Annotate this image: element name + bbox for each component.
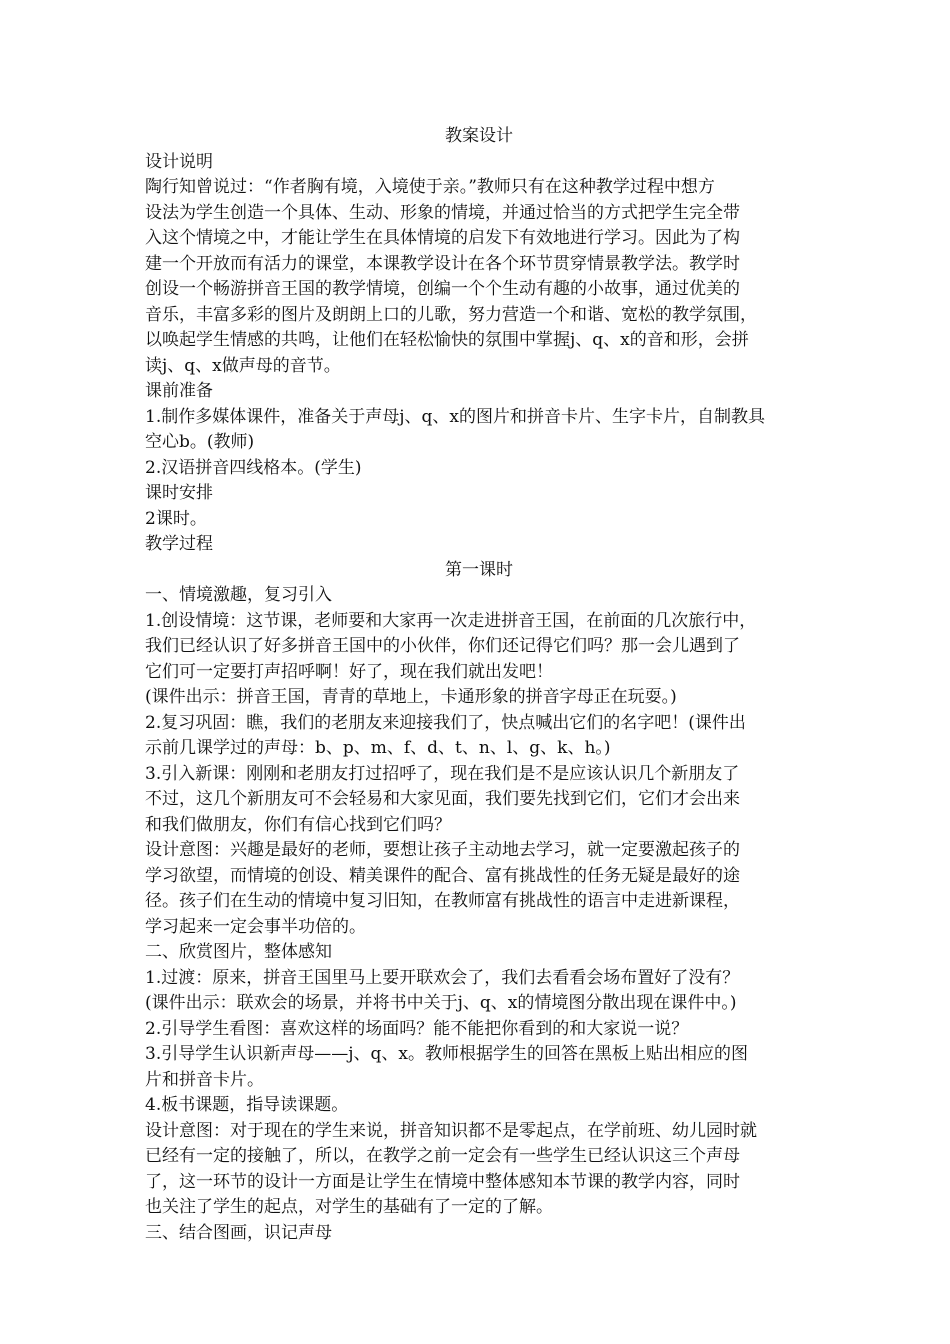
paragraph-line: 不过，这几个新朋友可不会轻易和大家见面，我们要先找到它们，它们才会出来 (145, 789, 740, 809)
section-heading: 设计说明 (145, 151, 213, 172)
document-title: 教案设计 (445, 126, 513, 146)
paragraph-line: (课件出示：联欢会的场景，并将书中关于j、q、x的情境图分散出现在课件中。) (145, 993, 737, 1013)
paragraph-line: 陶行知曾说过：“作者胸有境，入境使于亲。”教师只有在这种教学过程中想方 (145, 177, 715, 197)
paragraph-line: 2.复习巩固：瞧，我们的老朋友来迎接我们了，快点喊出它们的名字吧！(课件出 (145, 712, 746, 733)
paragraph-line: 以唤起学生情感的共鸣，让他们在轻松愉快的氛围中掌握j、q、x的音和形，会拼 (145, 330, 749, 350)
lesson-heading: 第一课时 (445, 559, 513, 580)
paragraph-line: (课件出示：拼音王国，青青的草地上，卡通形象的拼音字母正在玩耍。) (145, 687, 677, 707)
section-heading: 二、欣赏图片，整体感知 (145, 942, 332, 962)
paragraph-line: 设计意图：兴趣是最好的老师，要想让孩子主动地去学习，就一定要激起孩子的 (145, 840, 740, 860)
paragraph-line: 建一个开放而有活力的课堂，本课教学设计在各个环节贯穿情景教学法。教学时 (145, 253, 740, 274)
paragraph-line: 已经有一定的接触了，所以，在教学之前一定会有一些学生已经认识这三个声母 (145, 1146, 740, 1166)
section-heading: 课前准备 (145, 381, 213, 401)
paragraph-line: 2课时。 (145, 508, 207, 529)
paragraph-line: 片和拼音卡片。 (145, 1069, 264, 1090)
paragraph-line: 音乐，丰富多彩的图片及朗朗上口的儿歌，努力营造一个和谐、宽松的教学氛围， (145, 304, 757, 325)
paragraph-line: 读j、q、x做声母的音节。 (145, 355, 341, 376)
paragraph-line: 3.引入新课：刚刚和老朋友打过招呼了，现在我们是不是应该认识几个新朋友了 (145, 763, 740, 784)
document-body (145, 124, 813, 1246)
paragraph-line: 和我们做朋友，你们有信心找到它们吗？ (145, 814, 451, 835)
paragraph-line: 径。孩子们在生动的情境中复习旧知，在教师富有挑战性的语言中走进新课程， (145, 891, 740, 911)
paragraph-line: 2.引导学生看图：喜欢这样的场面吗？能不能把你看到的和大家说一说？ (145, 1018, 689, 1039)
paragraph-line: 学习欲望，而情境的创设、精美课件的配合、富有挑战性的任务无疑是最好的途 (145, 865, 740, 886)
section-heading: 教学过程 (145, 534, 213, 554)
paragraph-line: 2.汉语拼音四线格本。(学生) (145, 457, 362, 478)
paragraph-line: 4.板书课题，指导读课题。 (145, 1095, 349, 1115)
paragraph-line: 3.引导学生认识新声母——j、q、x。教师根据学生的回答在黑板上贴出相应的图 (145, 1044, 748, 1064)
paragraph-line: 学习起来一定会事半功倍的。 (145, 916, 366, 937)
paragraph-line: 也关注了学生的起点，对学生的基础有了一定的了解。 (145, 1197, 553, 1217)
paragraph-line: 入这个情境之中，才能让学生在具体情境的启发下有效地进行学习。因此为了构 (145, 228, 740, 248)
paragraph-line: 1.创设情境：这节课，老师要和大家再一次走进拼音王国，在前面的几次旅行中， (145, 610, 757, 631)
section-heading: 三、结合图画，识记声母 (145, 1222, 332, 1243)
paragraph-line: 示前几课学过的声母：b、p、m、f、d、t、n、l、g、k、h。) (145, 738, 611, 758)
paragraph-line: 空心b。(教师) (145, 432, 255, 452)
paragraph-line: 我们已经认识了好多拼音王国中的小伙伴，你们还记得它们吗？那一会儿遇到了 (145, 636, 740, 656)
section-heading: 课时安排 (145, 483, 213, 503)
paragraph-line: 设计意图：对于现在的学生来说，拼音知识都不是零起点，在学前班、幼儿园时就 (145, 1120, 757, 1141)
paragraph-line: 创设一个畅游拼音王国的教学情境，创编一个个生动有趣的小故事，通过优美的 (145, 279, 740, 299)
paragraph-line: 它们可一定要打声招呼啊！好了，现在我们就出发吧！ (145, 661, 553, 682)
paragraph-line: 设法为学生创造一个具体、生动、形象的情境，并通过恰当的方式把学生完全带 (145, 202, 740, 223)
paragraph-line: 了，这一环节的设计一方面是让学生在情境中整体感知本节课的教学内容，同时 (145, 1171, 740, 1192)
section-heading: 一、情境激趣，复习引入 (145, 585, 332, 605)
paragraph-line: 1.制作多媒体课件，准备关于声母j、q、x的图片和拼音卡片、生字卡片，自制教具 (145, 406, 765, 427)
paragraph-line: 1.过渡：原来，拼音王国里马上要开联欢会了，我们去看看会场布置好了没有？ (145, 967, 740, 988)
